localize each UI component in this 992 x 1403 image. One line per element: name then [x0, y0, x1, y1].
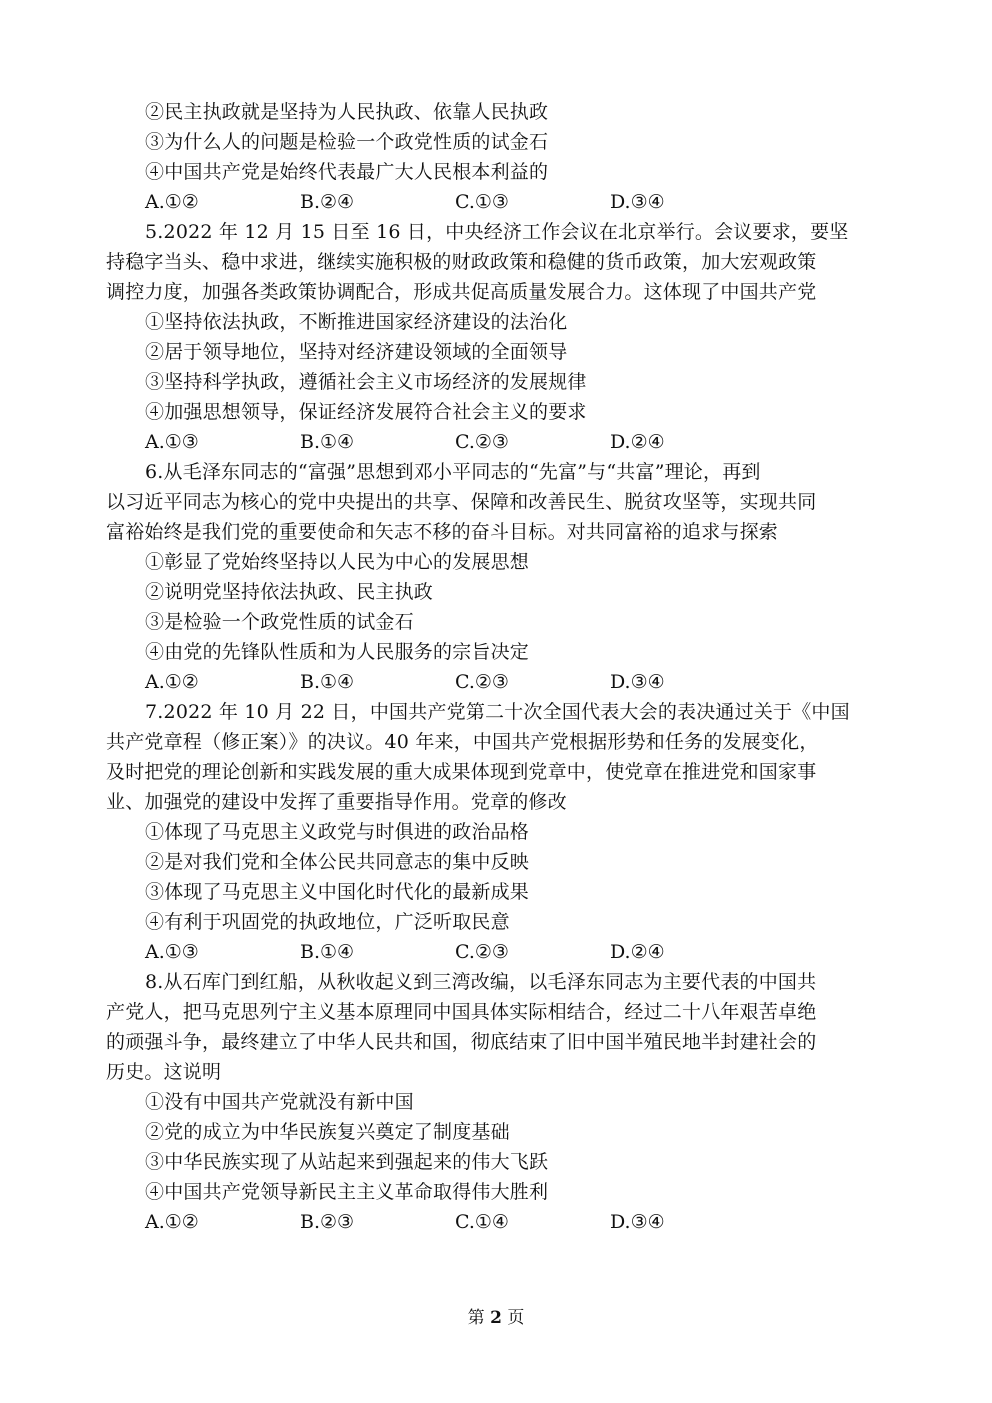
- q8-stem-line: 产党人，把马克思列宁主义基本原理同中国具体实际相结合，经过二十八年艰苦卓绝: [106, 1001, 817, 1023]
- q5-option-d: D.②④: [610, 431, 665, 453]
- q5-stem-line: 持稳字当头、稳中求进，继续实施积极的财政政策和稳健的货币政策，加大宏观政策: [106, 251, 817, 273]
- q5-option-b: B.①④: [300, 431, 355, 453]
- q4-option-c: C.①③: [455, 191, 509, 213]
- q4-item-4: ④中国共产党是始终代表最广大人民根本利益的: [145, 161, 549, 183]
- q6-item-1: ①彰显了党始终坚持以人民为中心的发展思想: [145, 551, 530, 573]
- q4-option-b: B.②④: [300, 191, 355, 213]
- q5-options: [145, 427, 865, 457]
- footer-suffix: 页: [507, 1308, 525, 1328]
- q8-stem-line: 8.从石库门到红船，从秋收起义到三湾改编，以毛泽东同志为主要代表的中国共: [145, 971, 817, 993]
- q5-item-2: ②居于领导地位，坚持对经济建设领域的全面领导: [145, 341, 568, 363]
- q6-stem-line: 6.从毛泽东同志的“富强”思想到邓小平同志的“先富”与“共富”理论，再到: [145, 461, 761, 483]
- footer-prefix: 第: [467, 1308, 485, 1328]
- q6-stem-line: 富裕始终是我们党的重要使命和矢志不移的奋斗目标。对共同富裕的追求与探索: [106, 521, 779, 543]
- q8-item-3: ③中华民族实现了从站起来到强起来的伟大飞跃: [145, 1151, 549, 1173]
- q8-option-c: C.①④: [455, 1211, 509, 1233]
- q6-stem-line: 以习近平同志为核心的党中央提出的共享、保障和改善民生、脱贫攻坚等，实现共同: [106, 491, 817, 513]
- q8-option-b: B.②③: [300, 1211, 355, 1233]
- q7-stem-line: 共产党章程（修正案）》的决议。40 年来，中国共产党根据形势和任务的发展变化，: [106, 731, 819, 753]
- q5-item-1: ①坚持依法执政，不断推进国家经济建设的法治化: [145, 311, 568, 333]
- q5-option-c: C.②③: [455, 431, 509, 453]
- q8-stem-line: 历史。这说明: [106, 1061, 222, 1083]
- q5-option-a: A.①③: [145, 431, 199, 453]
- q7-stem-line: 7.2022 年 10 月 22 日，中国共产党第二十次全国代表大会的表决通过关于《中国: [145, 701, 850, 723]
- q6-option-c: C.②③: [455, 671, 509, 693]
- q7-options: [145, 937, 865, 967]
- q8-option-d: D.③④: [610, 1211, 665, 1233]
- q7-item-2: ②是对我们党和全体公民共同意志的集中反映: [145, 851, 530, 873]
- q6-item-2: ②说明党坚持依法执政、民主执政: [145, 581, 434, 603]
- q7-option-a: A.①③: [145, 941, 199, 963]
- q8-item-1: ①没有中国共产党就没有新中国: [145, 1091, 414, 1113]
- q8-item-2: ②党的成立为中华民族复兴奠定了制度基础: [145, 1121, 510, 1143]
- q7-option-b: B.①④: [300, 941, 355, 963]
- q7-item-3: ③体现了马克思主义中国化时代化的最新成果: [145, 881, 530, 903]
- q4-option-d: D.③④: [610, 191, 665, 213]
- page-number: 2: [490, 1308, 502, 1328]
- q4-item-2: ②民主执政就是坚持为人民执政、依靠人民执政: [145, 101, 549, 123]
- q7-stem-line: 业、加强党的建设中发挥了重要指导作用。党章的修改: [106, 791, 567, 813]
- q7-item-4: ④有利于巩固党的执政地位，广泛听取民意: [145, 911, 510, 933]
- q6-option-d: D.③④: [610, 671, 665, 693]
- q5-item-3: ③坚持科学执政，遵循社会主义市场经济的发展规律: [145, 371, 587, 393]
- page-footer: [0, 1306, 992, 1330]
- q6-option-b: B.①④: [300, 671, 355, 693]
- q4-option-a: A.①②: [145, 191, 199, 213]
- q7-stem-line: 及时把党的理论创新和实践发展的重大成果体现到党章中，使党章在推进党和国家事: [106, 761, 817, 783]
- q8-stem-line: 的顽强斗争，最终建立了中华人民共和国，彻底结束了旧中国半殖民地半封建社会的: [106, 1031, 817, 1053]
- q5-item-4: ④加强思想领导，保证经济发展符合社会主义的要求: [145, 401, 587, 423]
- q7-option-c: C.②③: [455, 941, 509, 963]
- q6-option-a: A.①②: [145, 671, 199, 693]
- q8-options: [145, 1207, 865, 1237]
- q8-item-4: ④中国共产党领导新民主主义革命取得伟大胜利: [145, 1181, 549, 1203]
- q7-item-1: ①体现了马克思主义政党与时俱进的政治品格: [145, 821, 530, 843]
- q6-item-3: ③是检验一个政党性质的试金石: [145, 611, 414, 633]
- q4-options: [145, 187, 865, 217]
- q6-item-4: ④由党的先锋队性质和为人民服务的宗旨决定: [145, 641, 530, 663]
- q5-stem-line: 5.2022 年 12 月 15 日至 16 日，中央经济工作会议在北京举行。会议要求，要坚: [145, 221, 849, 243]
- q4-item-3: ③为什么人的问题是检验一个政党性质的试金石: [145, 131, 549, 153]
- q7-option-d: D.②④: [610, 941, 665, 963]
- q5-stem-line: 调控力度，加强各类政策协调配合，形成共促高质量发展合力。这体现了中国共产党: [106, 281, 817, 303]
- q8-option-a: A.①②: [145, 1211, 199, 1233]
- q6-options: [145, 667, 865, 697]
